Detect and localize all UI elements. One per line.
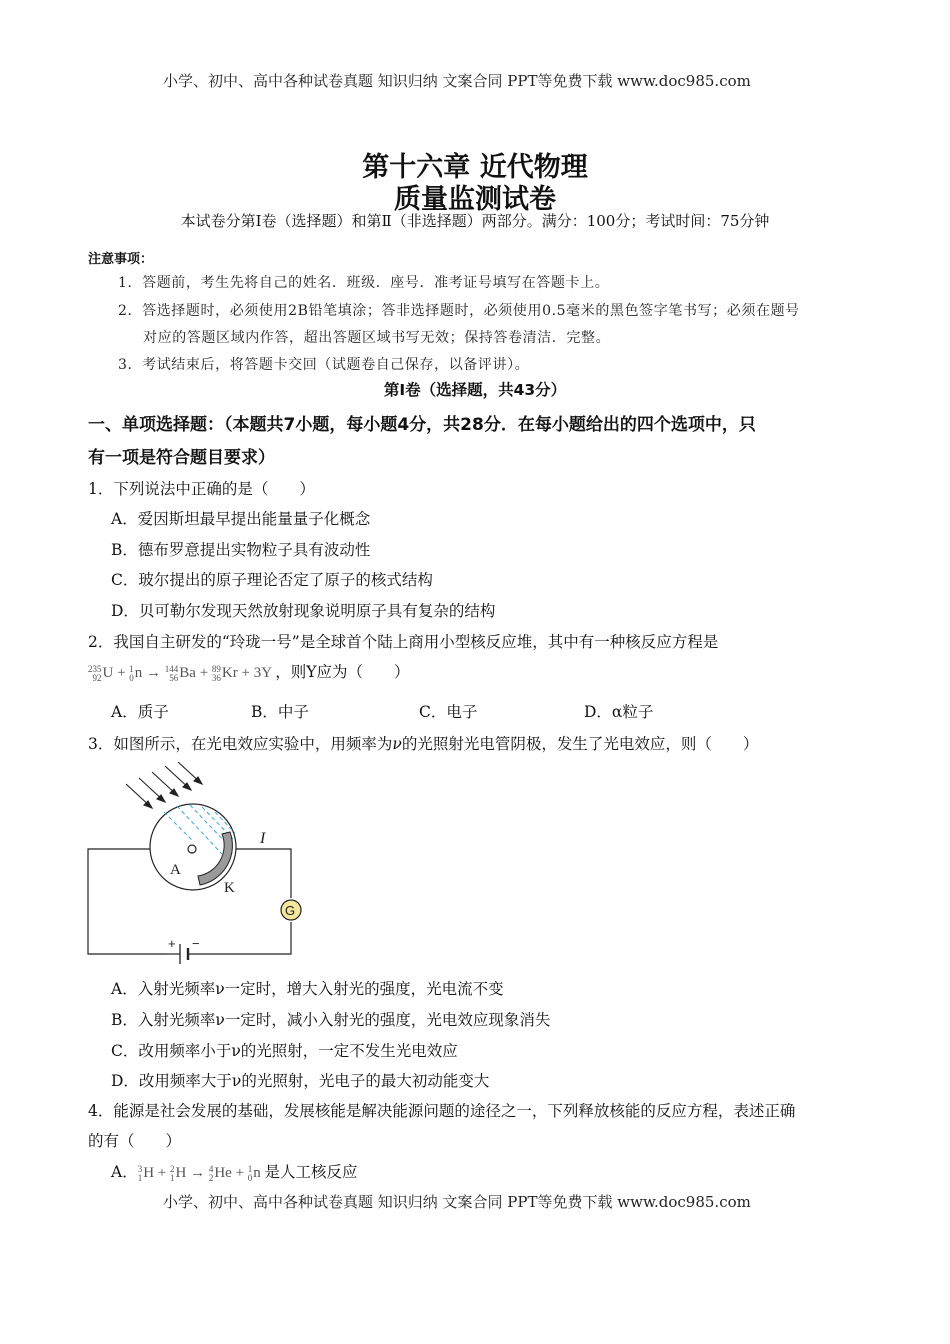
question-4-stem: 4．能源是社会发展的基础，发展核能是解决能源问题的途径之一，下列释放核能的反应方程，表述正确	[88, 1102, 796, 1120]
photoelectric-circuit-diagram	[82, 762, 312, 964]
section-heading-cont: 有一项是符合题目要求）	[88, 448, 275, 468]
option-a-prefix: A．	[111, 1163, 138, 1181]
galvanometer-label: G	[285, 903, 296, 918]
circuit-wire-bottom	[206, 922, 291, 954]
question-3-option-a: A．入射光频率ν一定时，增大入射光的强度，光电流不变	[111, 980, 504, 998]
question-2-option-d: D．α粒子	[584, 703, 654, 721]
exam-info: 本试卷分第Ⅰ卷（选择题）和第Ⅱ（非选择题）两部分。满分：100分；考试时间：75分钟	[180, 212, 770, 230]
question-1-option-d: D．贝可勒尔发现天然放射现象说明原子具有复杂的结构	[111, 602, 496, 620]
notice-heading: 注意事项：	[88, 252, 154, 267]
question-1-option-b: B．德布罗意提出实物粒子具有波动性	[111, 541, 371, 559]
page-header: 小学、初中、高中各种试卷真题 知识归纳 文案合同 PPT等免费下载 www.doc985.com	[163, 72, 751, 90]
notice-item: 对应的答题区域内作答，超出答题区域书写无效；保持答卷清洁．完整。	[143, 330, 611, 346]
question-3-option-c: C．改用频率小于ν的光照射，一定不发生光电效应	[111, 1042, 458, 1060]
question-1-option-a: A．爱因斯坦最早提出能量量子化概念	[111, 510, 371, 528]
nuclear-equation: 235 92U + 1 0n → 144 56Ba + 89 36Kr + 3Y	[88, 663, 276, 683]
page-footer: 小学、初中、高中各种试卷真题 知识归纳 文案合同 PPT等免费下载 www.doc985.com	[163, 1193, 751, 1211]
battery-plus-label: +	[168, 936, 176, 951]
anode-label: A	[170, 862, 181, 878]
question-2-equation-line	[88, 660, 409, 683]
volume-title: 第Ⅰ卷（选择题，共43分）	[383, 381, 567, 399]
page-title-sub: 质量监测试卷	[394, 184, 556, 215]
current-label: I	[260, 830, 266, 847]
question-2-stem: 2．我国自主研发的“玲珑一号”是全球首个陆上商用小型核反应堆，其中有一种核反应方程是	[88, 633, 719, 651]
section-heading: 一、单项选择题：（本题共7小题，每小题4分，共28分．在每小题给出的四个选项中，只	[88, 415, 756, 435]
question-4-option-a	[111, 1160, 358, 1183]
notice-item: 1．答题前，考生先将自己的姓名．班级．座号．准考证号填写在答题卡上。	[118, 275, 610, 291]
incident-light-arrows	[126, 762, 202, 808]
notice-item: 3．考试结束后，将答题卡交回（试题卷自己保存，以备评讲）。	[118, 357, 530, 373]
question-3-stem	[88, 732, 758, 754]
question-3-option-d: D．改用频率大于ν的光照射，光电子的最大初动能变大	[111, 1072, 490, 1090]
question-2-option-c: C．电子	[419, 703, 478, 721]
cathode-label: K	[224, 880, 235, 896]
question-2-option-b: B．中子	[251, 703, 309, 721]
question-4-stem-cont: 的有（ ）	[88, 1132, 182, 1150]
circuit-wire-right	[232, 849, 291, 898]
question-3-stem-tail: 的光照射光电管阴极，发生了光电效应，则（ ）	[401, 735, 759, 753]
notice-item: 2．答选择题时，必须使用2B铅笔填涂；答非选择题时，必须使用0.5毫米的黑色签字笔书写；必须在题号	[118, 303, 800, 319]
question-3-option-b: B．入射光频率ν一定时，减小入射光的强度，光电效应现象消失	[111, 1011, 551, 1029]
page-title: 第十六章 近代物理	[362, 152, 588, 183]
question-1-option-c: C．玻尔提出的原子理论否定了原子的核式结构	[111, 571, 433, 589]
question-2-option-a: A．质子	[111, 703, 169, 721]
question-2-stem-tail: ，则Y应为（ ）	[275, 663, 410, 681]
battery-minus-label: −	[192, 936, 200, 951]
question-1-stem: 1．下列说法中正确的是（ ）	[88, 480, 315, 498]
question-3-stem-text: 3．如图所示，在光电效应实验中，用频率为	[88, 735, 393, 753]
anode-electrode	[188, 845, 196, 853]
fusion-equation: 3 1H + 2 1H → 4 2He + 1 0n	[137, 1163, 265, 1183]
nu-symbol: ν	[392, 735, 402, 753]
option-a-tail: 是人工核反应	[264, 1163, 358, 1181]
